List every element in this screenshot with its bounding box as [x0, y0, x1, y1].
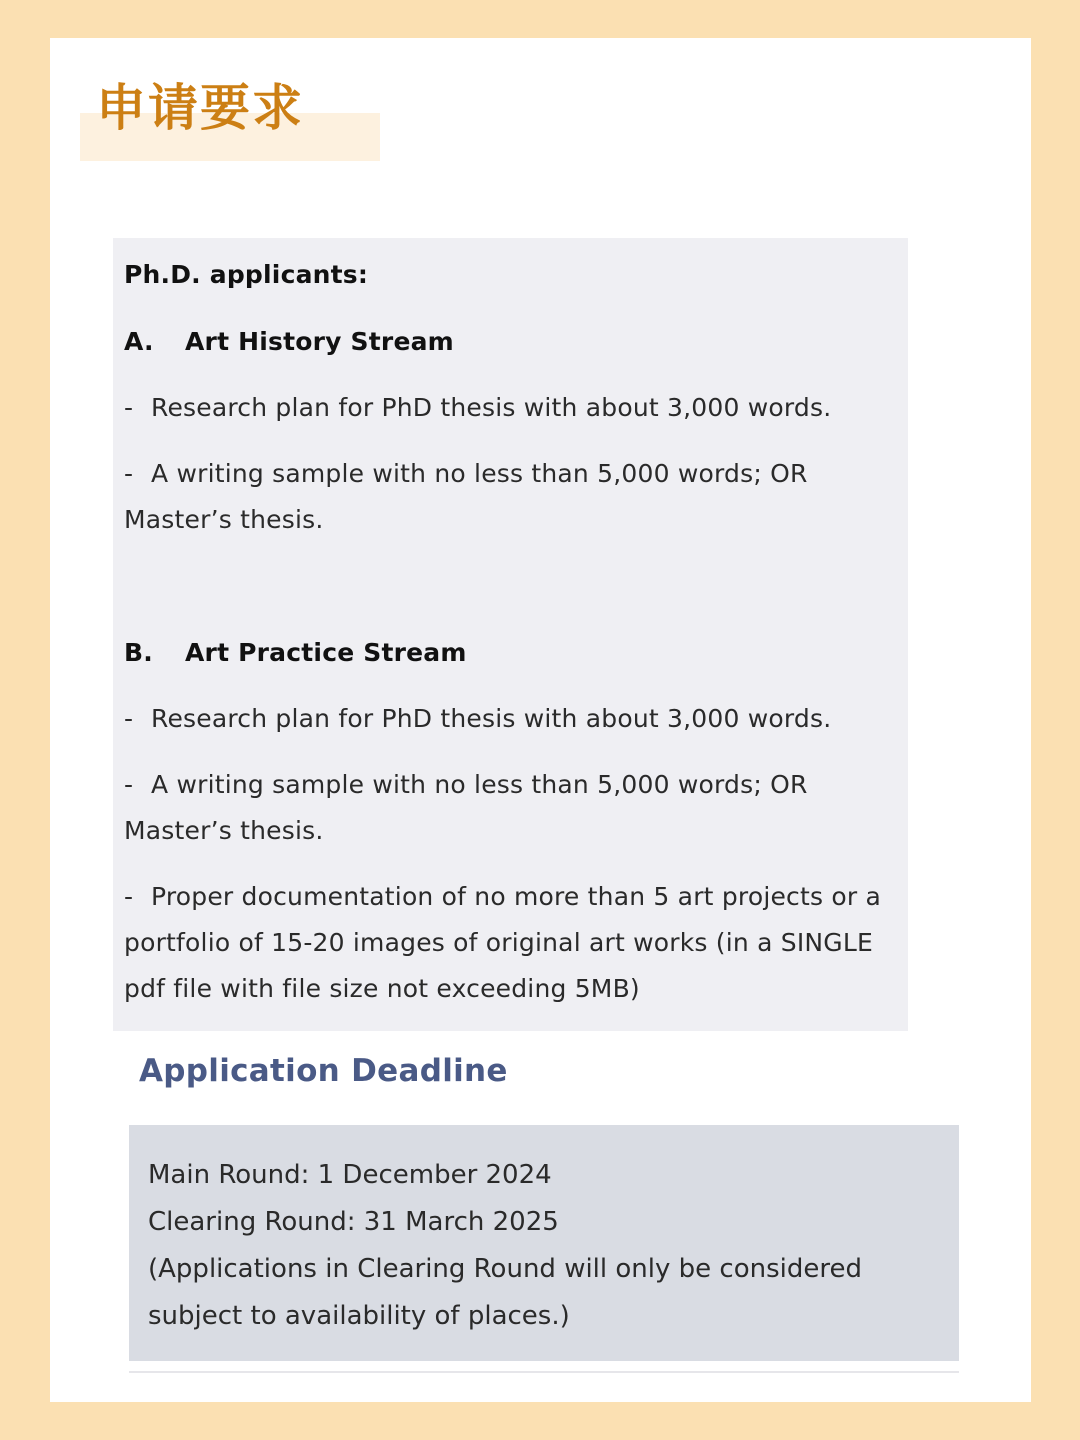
- clearing-note: (Applications in Clearing Round will only be considered subject to availability of places.): [148, 1254, 862, 1331]
- bullet-dash: -: [124, 770, 134, 799]
- content-card: [50, 38, 1031, 1402]
- stream-a-letter: A.: [124, 327, 154, 356]
- applicants-heading: Ph.D. applicants:: [124, 260, 369, 289]
- stream-b-name: Art Practice Stream: [185, 638, 467, 667]
- bullet-dash: -: [124, 882, 134, 911]
- divider: [129, 1371, 959, 1373]
- stream-b-heading: [124, 630, 894, 676]
- deadline-title: Application Deadline: [139, 1053, 508, 1089]
- bullet-dash: -: [124, 459, 134, 488]
- page-title: 申请要求: [96, 79, 304, 137]
- stream-a-item-1: [124, 385, 894, 431]
- bullet-dash: -: [124, 704, 134, 733]
- deadline-box: [129, 1125, 959, 1361]
- main-round: Main Round: 1 December 2024: [148, 1160, 552, 1190]
- list-item-text: Research plan for PhD thesis with about 3,000 words.: [151, 393, 832, 422]
- deadline-text: [148, 1152, 939, 1340]
- stream-a-item-2: [124, 451, 894, 543]
- stream-b-item-2: [124, 762, 894, 854]
- list-item-text: A writing sample with no less than 5,000 words; OR Master’s thesis.: [124, 770, 808, 845]
- stream-a-heading: [124, 319, 894, 365]
- list-item-text: Research plan for PhD thesis with about 3,000 words.: [151, 704, 832, 733]
- list-item-text: A writing sample with no less than 5,000 words; OR Master’s thesis.: [124, 459, 808, 534]
- list-item-text: Proper documentation of no more than 5 art projects or a portfolio of 15-20 images of original art works (in a SINGLE pdf file with file size not exceeding 5MB): [124, 882, 881, 1003]
- requirements-box: [113, 238, 908, 1031]
- clearing-round: Clearing Round: 31 March 2025: [148, 1207, 559, 1237]
- bullet-dash: -: [124, 393, 134, 422]
- stream-a-name: Art History Stream: [185, 327, 454, 356]
- stream-b-letter: B.: [124, 638, 153, 667]
- stream-b-item-1: [124, 696, 894, 742]
- stream-b-item-3: [124, 874, 894, 1012]
